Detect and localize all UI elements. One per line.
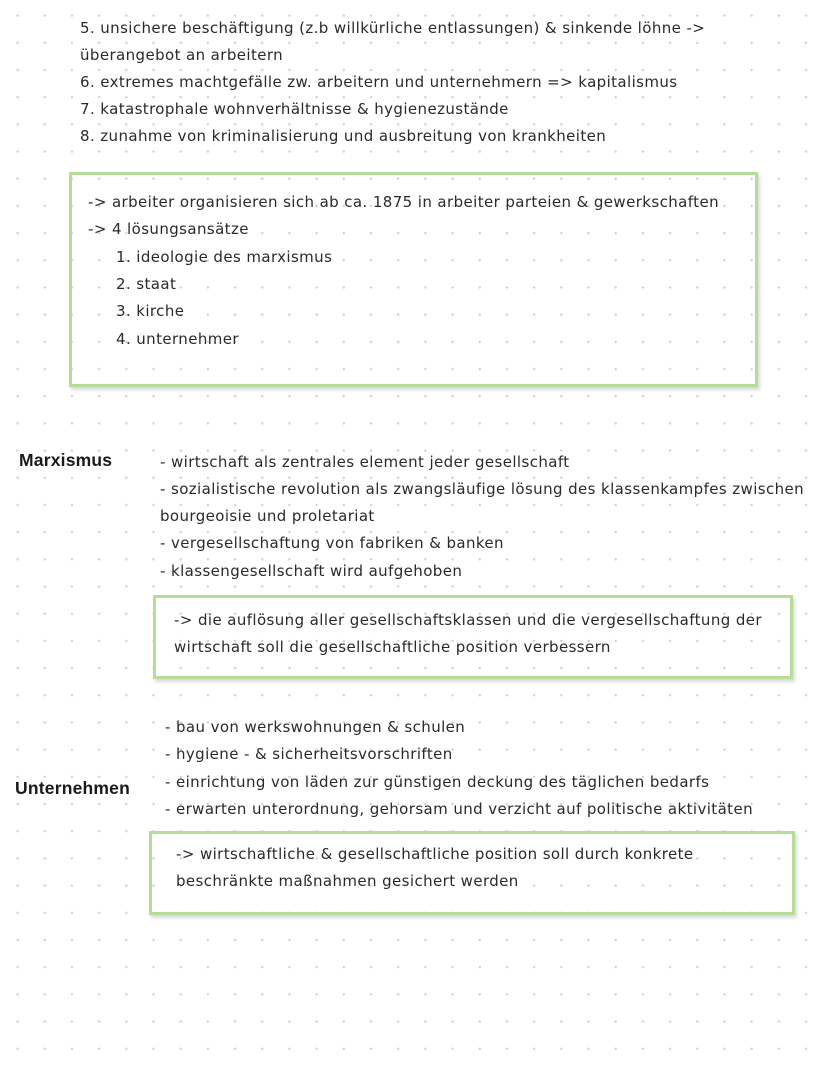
- summary-line-1: -> arbeiter organisieren sich ab ca. 1875 in arbeiter parteien & gewerkschaften: [88, 193, 719, 211]
- unternehmen-line-1: - bau von werkswohnungen & schulen: [165, 718, 466, 736]
- marxismus-line-4: - vergesellschaftung von fabriken & banken: [160, 534, 504, 552]
- approach-item-4: 4. unternehmer: [116, 330, 239, 348]
- unternehmen-line-4: - erwarten unterordnung, gehorsam und verzicht auf politische aktivitäten: [165, 800, 753, 818]
- list-item-7: 7. katastrophale wohnverhältnisse & hygienezustände: [80, 100, 509, 118]
- approach-item-2: 2. staat: [116, 275, 177, 293]
- unternehmen-heading: Unternehmen: [15, 778, 130, 798]
- marxismus-conclusion-line-1: -> die auflösung aller gesellschaftsklassen und die vergesellschaftung der: [174, 611, 762, 629]
- marxismus-conclusion-line-2: wirtschaft soll die gesellschaftliche position verbessern: [174, 638, 611, 656]
- unternehmen-conclusion-line-2: beschränkte maßnahmen gesichert werden: [176, 872, 519, 890]
- approach-item-1: 1. ideologie des marxismus: [116, 248, 333, 266]
- unternehmen-line-2: - hygiene - & sicherheitsvorschriften: [165, 745, 453, 763]
- list-item-6: 6. extremes machtgefälle zw. arbeitern und unternehmern => kapitalismus: [80, 73, 678, 91]
- marxismus-line-5: - klassengesellschaft wird aufgehoben: [160, 562, 463, 580]
- list-item-8: 8. zunahme von kriminalisierung und ausbreitung von krankheiten: [80, 127, 607, 145]
- unternehmen-line-3: - einrichtung von läden zur günstigen deckung des täglichen bedarfs: [165, 773, 710, 791]
- summary-line-2: -> 4 lösungsansätze: [88, 220, 249, 238]
- marxismus-line-2: - sozialistische revolution als zwangsläufige lösung des klassenkampfes zwischen: [160, 480, 805, 498]
- list-item-5: 5. unsichere beschäftigung (z.b willkürliche entlassungen) & sinkende löhne ->: [80, 19, 706, 37]
- unternehmen-conclusion-line-1: -> wirtschaftliche & gesellschaftliche position soll durch konkrete: [176, 845, 694, 863]
- marxismus-line-3: bourgeoisie und proletariat: [160, 507, 375, 525]
- marxismus-line-1: - wirtschaft als zentrales element jeder gesellschaft: [160, 453, 570, 471]
- approach-item-3: 3. kirche: [116, 302, 185, 320]
- marxismus-heading: Marxismus: [19, 450, 113, 470]
- list-item-5-continued: überangebot an arbeitern: [80, 46, 284, 64]
